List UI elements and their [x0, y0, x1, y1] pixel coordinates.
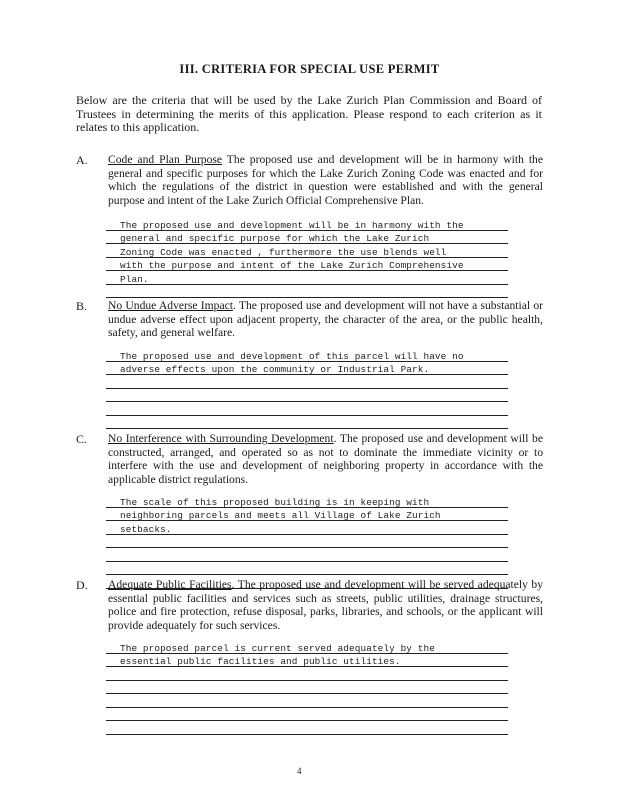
response-line	[106, 562, 508, 576]
criterion-letter: C.	[76, 432, 88, 446]
criterion-body: The proposed use and development will be in harmony with the general and specific purposes for which the Lake Zurich Zoning Code was enacted and for which the regulations of the district in question were established and with the general purpose and intent of the Lake Zurich Official Comprehensive Plan.	[108, 153, 543, 207]
response-line	[106, 521, 508, 535]
criterion-heading: Code and Plan Purpose	[108, 153, 223, 166]
response-text: with the purpose and intent of the Lake Zurich Comprehensive	[120, 260, 464, 271]
response-area[interactable]	[106, 494, 508, 589]
response-text: The proposed parcel is current served adequately by the	[120, 642, 435, 654]
response-line	[106, 640, 508, 654]
response-area[interactable]	[106, 348, 508, 429]
page-number: 4	[297, 766, 302, 776]
response-text: The proposed use and development will be in harmony with the	[120, 219, 464, 231]
intro-paragraph: Below are the criteria that will be used by the Lake Zurich Plan Commission and Board of Trustees in determining the merits of this application. Please respond to each criterion as it relates to this application.	[76, 93, 542, 134]
response-line	[106, 362, 508, 376]
response-line	[106, 402, 508, 416]
response-text: general and specific purpose for which the Lake Zurich	[120, 233, 430, 244]
page-title: III. CRITERIA FOR SPECIAL USE PERMIT	[179, 62, 440, 76]
response-text: Plan.	[120, 273, 149, 285]
criterion-heading: No Interference with Surrounding Development	[108, 432, 334, 445]
response-line	[106, 508, 508, 522]
response-text: The scale of this proposed building is in keeping with	[120, 496, 430, 508]
response-line	[106, 244, 508, 258]
criterion-body: . The proposed use and development will not have a substantial or undue adverse effect upon adjacent property, the character of the area, or the public health, safety, and general welfare.	[108, 299, 543, 339]
response-text: adverse effects upon the community or Industrial Park.	[120, 364, 430, 375]
response-text: The proposed use and development of this parcel will have no	[120, 350, 464, 362]
response-line	[106, 375, 508, 389]
response-line	[106, 721, 508, 735]
response-line	[106, 258, 508, 272]
response-area[interactable]	[106, 640, 508, 735]
response-line	[106, 535, 508, 549]
criterion-body: . The proposed use and development will be served adequately by essential public facilities and services such as streets, public utilities, drainage structures, police and fire protection, refuse disposal, parks, libraries, and schools, or the applicant will provide adequately for such services.	[108, 578, 543, 632]
response-line	[106, 694, 508, 708]
response-line	[106, 231, 508, 245]
response-line	[106, 389, 508, 403]
criterion-letter: D.	[76, 578, 88, 592]
criterion-text	[108, 299, 543, 340]
criterion-letter: B.	[76, 299, 88, 313]
response-line	[106, 285, 508, 299]
criterion-letter: A.	[76, 153, 88, 167]
response-line	[106, 708, 508, 722]
response-line	[106, 548, 508, 562]
criterion-body: . The proposed use and development will be constructed, arranged, and operated so as not to dominate the immediate vicinity or to interfere with the use and development of neighboring property in accordance with the applicable district regulations.	[108, 432, 544, 486]
response-line	[106, 667, 508, 681]
response-text: neighboring parcels and meets all Village of Lake Zurich	[120, 510, 441, 521]
response-text: essential public facilities and public utilities.	[120, 656, 401, 667]
response-line	[106, 416, 508, 430]
response-area[interactable]	[106, 217, 508, 298]
criterion-heading: Adequate Public Facilities	[108, 578, 232, 591]
response-line	[106, 494, 508, 508]
criterion-heading: No Undue Adverse Impact	[108, 299, 233, 312]
criterion-text	[108, 578, 543, 632]
response-line	[106, 681, 508, 695]
response-text: Zoning Code was enacted , furthermore the use blends well	[120, 246, 447, 258]
response-line	[106, 654, 508, 668]
criterion-text	[108, 153, 543, 207]
response-line	[106, 217, 508, 231]
criterion-text	[108, 432, 543, 486]
response-line	[106, 271, 508, 285]
response-line	[106, 348, 508, 362]
response-text: setbacks.	[120, 523, 172, 535]
